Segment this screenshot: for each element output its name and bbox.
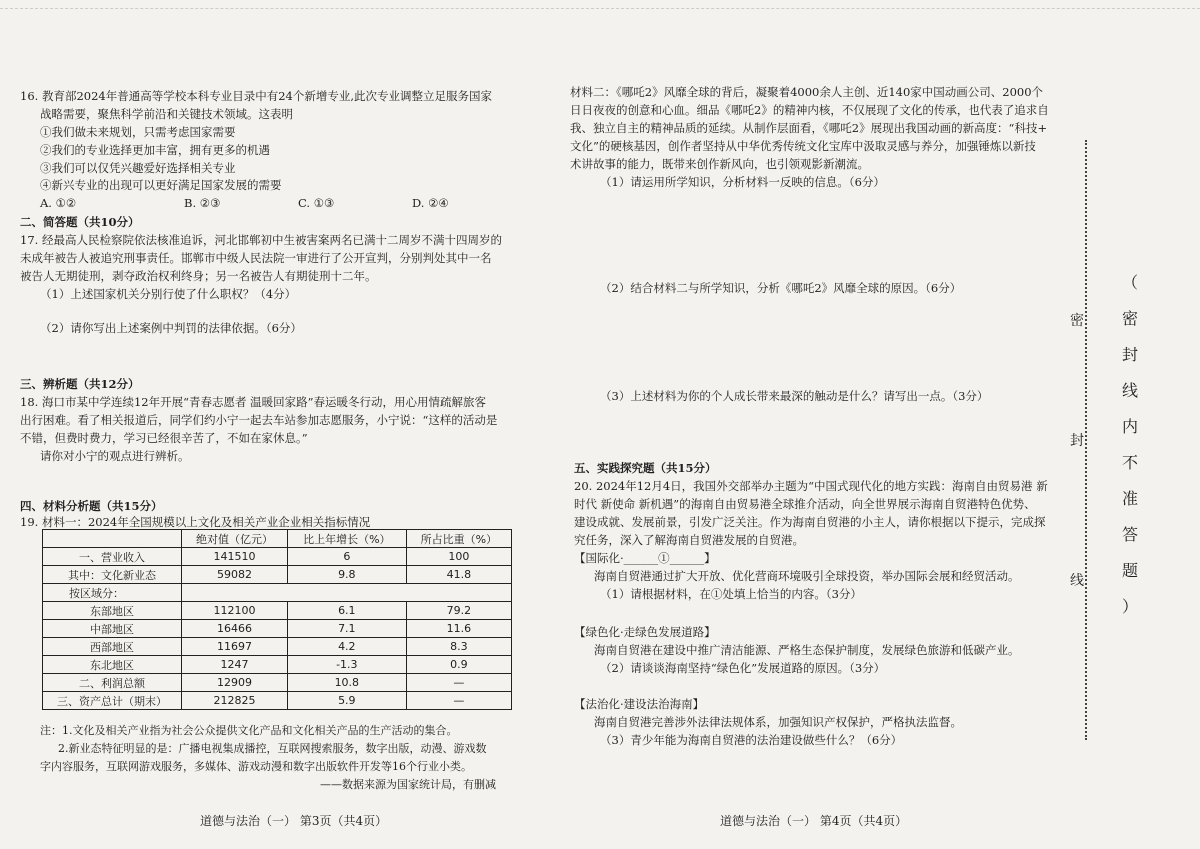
- table-cell: [43, 530, 182, 548]
- table-cell: 其中：文化新业态: [43, 566, 182, 584]
- table-cell: [182, 584, 512, 602]
- q17-sub2: （2）请你写出上述案例中判罚的法律依据。（6分）: [40, 321, 302, 335]
- table-cell: 二、利润总额: [43, 674, 182, 692]
- q16-choice-c: C. ①③: [298, 196, 335, 210]
- part1-question: （1）请根据材料，在①处填上恰当的内容。（3分）: [600, 587, 862, 601]
- q19-sub3: （3）上述材料为你的个人成长带来最深的触动是什么？请写出一点。（3分）: [600, 389, 989, 403]
- table-cell: 41.8: [406, 566, 511, 584]
- part3-title: 【法治化·建设法治海南】: [574, 697, 705, 711]
- seal-notice: [1100, 265, 1160, 625]
- q17-line2: 未成年被告人被追究刑事责任。邯郸市中级人民法院一审进行了公开宣判，分别判处其中一名: [20, 251, 492, 265]
- q20-line2: 时代 新使命 新机遇”的海南自由贸易港全球推介活动，向全世界展示海南自贸港特色优势、: [574, 497, 1036, 511]
- q16-choice-b: B. ②③: [184, 196, 221, 210]
- table-cell: 212825: [182, 692, 288, 710]
- material2-line5: 术讲故事的能力，既带来创作新风向，也引领观影新潮流。: [570, 157, 869, 171]
- seal-char: 题: [1121, 561, 1138, 580]
- data-source: ——数据来源为国家统计局，有删减: [320, 778, 496, 791]
- material2-line4: 文化”的硬核基因，创作者坚持从中华优秀传统文化宝库中汲取灵感与养分，加强锤炼以新技: [570, 139, 1036, 153]
- seal-char: ）: [1121, 597, 1138, 616]
- page-4-footer: 道德与法治（一） 第4页（共4页）: [720, 814, 908, 828]
- q16-stem-line2: 战略需要，聚焦科学前沿和关键技术领域。这表明: [40, 107, 293, 121]
- table-cell: 比上年增长（%）: [287, 530, 406, 548]
- part1-desc: 海南自贸港通过扩大开放、优化营商环境吸引全球投资，举办国际会展和经贸活动。: [594, 569, 1020, 583]
- table-cell: -1.3: [287, 656, 406, 674]
- q19-sub2: （2）结合材料二与所学知识，分析《哪吒2》风靡全球的原因。（6分）: [600, 281, 962, 295]
- table-cell: 5.9: [287, 692, 406, 710]
- table-cell: 141510: [182, 548, 288, 566]
- q18-line3: 不错，但费时费力，学习已经很辛苦了，不如在家休息。”: [20, 431, 308, 445]
- table-cell: 11697: [182, 638, 288, 656]
- table-cell: 0.9: [406, 656, 511, 674]
- table-cell: 西部地区: [43, 638, 182, 656]
- table-cell: 59082: [182, 566, 288, 584]
- seal-char: 封: [1121, 345, 1138, 364]
- table-cell: —: [406, 674, 511, 692]
- q16-choice-a: A. ①②: [40, 196, 77, 210]
- table-cell: 东部地区: [43, 602, 182, 620]
- seal-char: 准: [1121, 489, 1138, 508]
- table-row: [43, 584, 512, 602]
- q17-sub1: （1）上述国家机关分别行使了什么职权？（4分）: [40, 287, 297, 301]
- q17-line3: 被告人无期徒刑，剥夺政治权利终身；另一名被告人有期徒刑十二年。: [20, 269, 377, 283]
- table-cell: 中部地区: [43, 620, 182, 638]
- part1-title: 【国际化·______①______】: [574, 551, 716, 565]
- seal-char: 不: [1121, 453, 1138, 472]
- table-row: [43, 638, 512, 656]
- table-cell: 112100: [182, 602, 288, 620]
- seal-char: 线: [1121, 381, 1138, 400]
- q20-line4: 究任务，深入了解海南自贸港发展的自贸港。: [574, 533, 804, 547]
- material2-line1: 材料二：《哪吒2》风靡全球的背后，凝聚着4000余人主创、近140家中国动画公司、2000个: [570, 85, 1044, 99]
- q16-option-1: ①我们做未来规划，只需考虑国家需要: [40, 125, 236, 139]
- q18-line2: 出行困难。看了相关报道后，同学们约小宁一起去车站参加志愿服务，小宁说：“这样的活动是: [20, 413, 498, 427]
- material2-line2: 日日夜夜的创意和心血。细品《哪吒2》的精神内核，不仅展现了文化的传承，也代表了追求自: [570, 103, 1049, 117]
- table-row: [43, 674, 512, 692]
- material2-line3: 我、独立自主的精神品质的延续。从制作层面看，《哪吒2》展现出我国动画的新高度：“科技+: [570, 121, 1048, 135]
- table-cell: 7.1: [287, 620, 406, 638]
- q16-choice-d: D. ②④: [412, 196, 449, 210]
- seal-mark-feng: 封: [1070, 433, 1084, 449]
- part2-desc: 海南自贸港在建设中推广清洁能源、严格生态保护制度，发展绿色旅游和低碳产业。: [594, 643, 1020, 657]
- table-row: [43, 548, 512, 566]
- q19-intro: 19. 材料一：2024年全国规模以上文化及相关产业企业相关指标情况: [20, 515, 371, 529]
- table-row: [43, 656, 512, 674]
- table-cell: 东北地区: [43, 656, 182, 674]
- table-cell: 所占比重（%）: [406, 530, 511, 548]
- q20-line3: 建设成就、发展前景，引发广泛关注。作为海南自贸港的小主人，请你根据以下提示，完成探: [574, 515, 1046, 529]
- section-5-heading: 五、实践探究题（共15分）: [574, 461, 717, 475]
- seal-mark-xian: 线: [1070, 573, 1084, 589]
- table-cell: 按区域分：: [43, 584, 182, 602]
- table-row: [43, 620, 512, 638]
- section-4-heading: 四、材料分析题（共15分）: [20, 499, 163, 513]
- table-row: [43, 566, 512, 584]
- seal-mark-mi: 密: [1070, 313, 1084, 329]
- q20-line1: 20. 2024年12月4日，我国外交部举办主题为“中国式现代化的地方实践：海南自由贸易港 新: [574, 479, 1048, 493]
- table-row: [43, 692, 512, 710]
- seal-char: （: [1121, 273, 1138, 292]
- note-1: 注：1.文化及相关产业指为社会公众提供文化产品和文化相关产品的生产活动的集合。: [40, 724, 458, 737]
- part3-question: （3）青少年能为海南自贸港的法治建设做些什么？（6分）: [600, 733, 903, 747]
- table-cell: 6.1: [287, 602, 406, 620]
- table-cell: 4.2: [287, 638, 406, 656]
- table-cell: 6: [287, 548, 406, 566]
- table-cell: —: [406, 692, 511, 710]
- table-cell: 10.8: [287, 674, 406, 692]
- page-3-footer: 道德与法治（一） 第3页（共4页）: [200, 814, 388, 828]
- part3-desc: 海南自贸港完善涉外法律法规体系，加强知识产权保护，严格执法监督。: [594, 715, 962, 729]
- table-cell: 16466: [182, 620, 288, 638]
- q16-option-3: ③我们可以仅凭兴趣爱好选择相关专业: [40, 161, 236, 175]
- q17-line1: 17. 经最高人民检察院依法核准追诉，河北邯郸初中生被害案两名已满十二周岁不满十四周岁的: [20, 233, 502, 247]
- left-page: [0, 0, 540, 849]
- section-3-heading: 三、辨析题（共12分）: [20, 377, 140, 391]
- table-cell: 12909: [182, 674, 288, 692]
- table-cell: 100: [406, 548, 511, 566]
- table-cell: 8.3: [406, 638, 511, 656]
- table-row: [43, 602, 512, 620]
- table-cell: 一、营业收入: [43, 548, 182, 566]
- seal-char: 答: [1121, 525, 1138, 544]
- table-cell: 1247: [182, 656, 288, 674]
- q18-line4: 请你对小宁的观点进行辨析。: [40, 449, 190, 463]
- q16-option-2: ②我们的专业选择更加丰富，拥有更多的机遇: [40, 143, 270, 157]
- note-2-line1: 2.新业态特征明显的是：广播电视集成播控，互联网搜索服务，数字出版，动漫、游戏数: [58, 742, 487, 755]
- q16-stem-line1: 16. 教育部2024年普通高等学校本科专业目录中有24个新增专业,此次专业调整立足服务国家: [20, 89, 492, 103]
- seal-dotted-line: [1085, 140, 1089, 740]
- part2-question: （2）请谈谈海南坚持“绿色化”发展道路的原因。（3分）: [600, 661, 886, 675]
- seal-char: 密: [1121, 309, 1138, 328]
- industry-stats-table: [42, 529, 512, 710]
- table-cell: 三、资产总计（期末）: [43, 692, 182, 710]
- seal-char: 内: [1121, 417, 1138, 436]
- table-header-row: [43, 530, 512, 548]
- q16-option-4: ④新兴专业的出现可以更好满足国家发展的需要: [40, 178, 282, 192]
- section-2-heading: 二、简答题（共10分）: [20, 215, 140, 229]
- part2-title: 【绿色化·走绿色发展道路】: [574, 625, 716, 639]
- table-cell: 绝对值（亿元）: [182, 530, 288, 548]
- table-cell: 11.6: [406, 620, 511, 638]
- q18-line1: 18. 海口市某中学连续12年开展“青春志愿者 温暖回家路”春运暖冬行动，用心用情疏解旅客: [20, 395, 486, 409]
- table-cell: 9.8: [287, 566, 406, 584]
- table-cell: 79.2: [406, 602, 511, 620]
- note-2-line2: 字内容服务，互联网游戏服务，多媒体、游戏动漫和数字出版软件开发等16个行业小类。: [40, 760, 472, 773]
- q19-sub1: （1）请运用所学知识，分析材料一反映的信息。（6分）: [600, 175, 885, 189]
